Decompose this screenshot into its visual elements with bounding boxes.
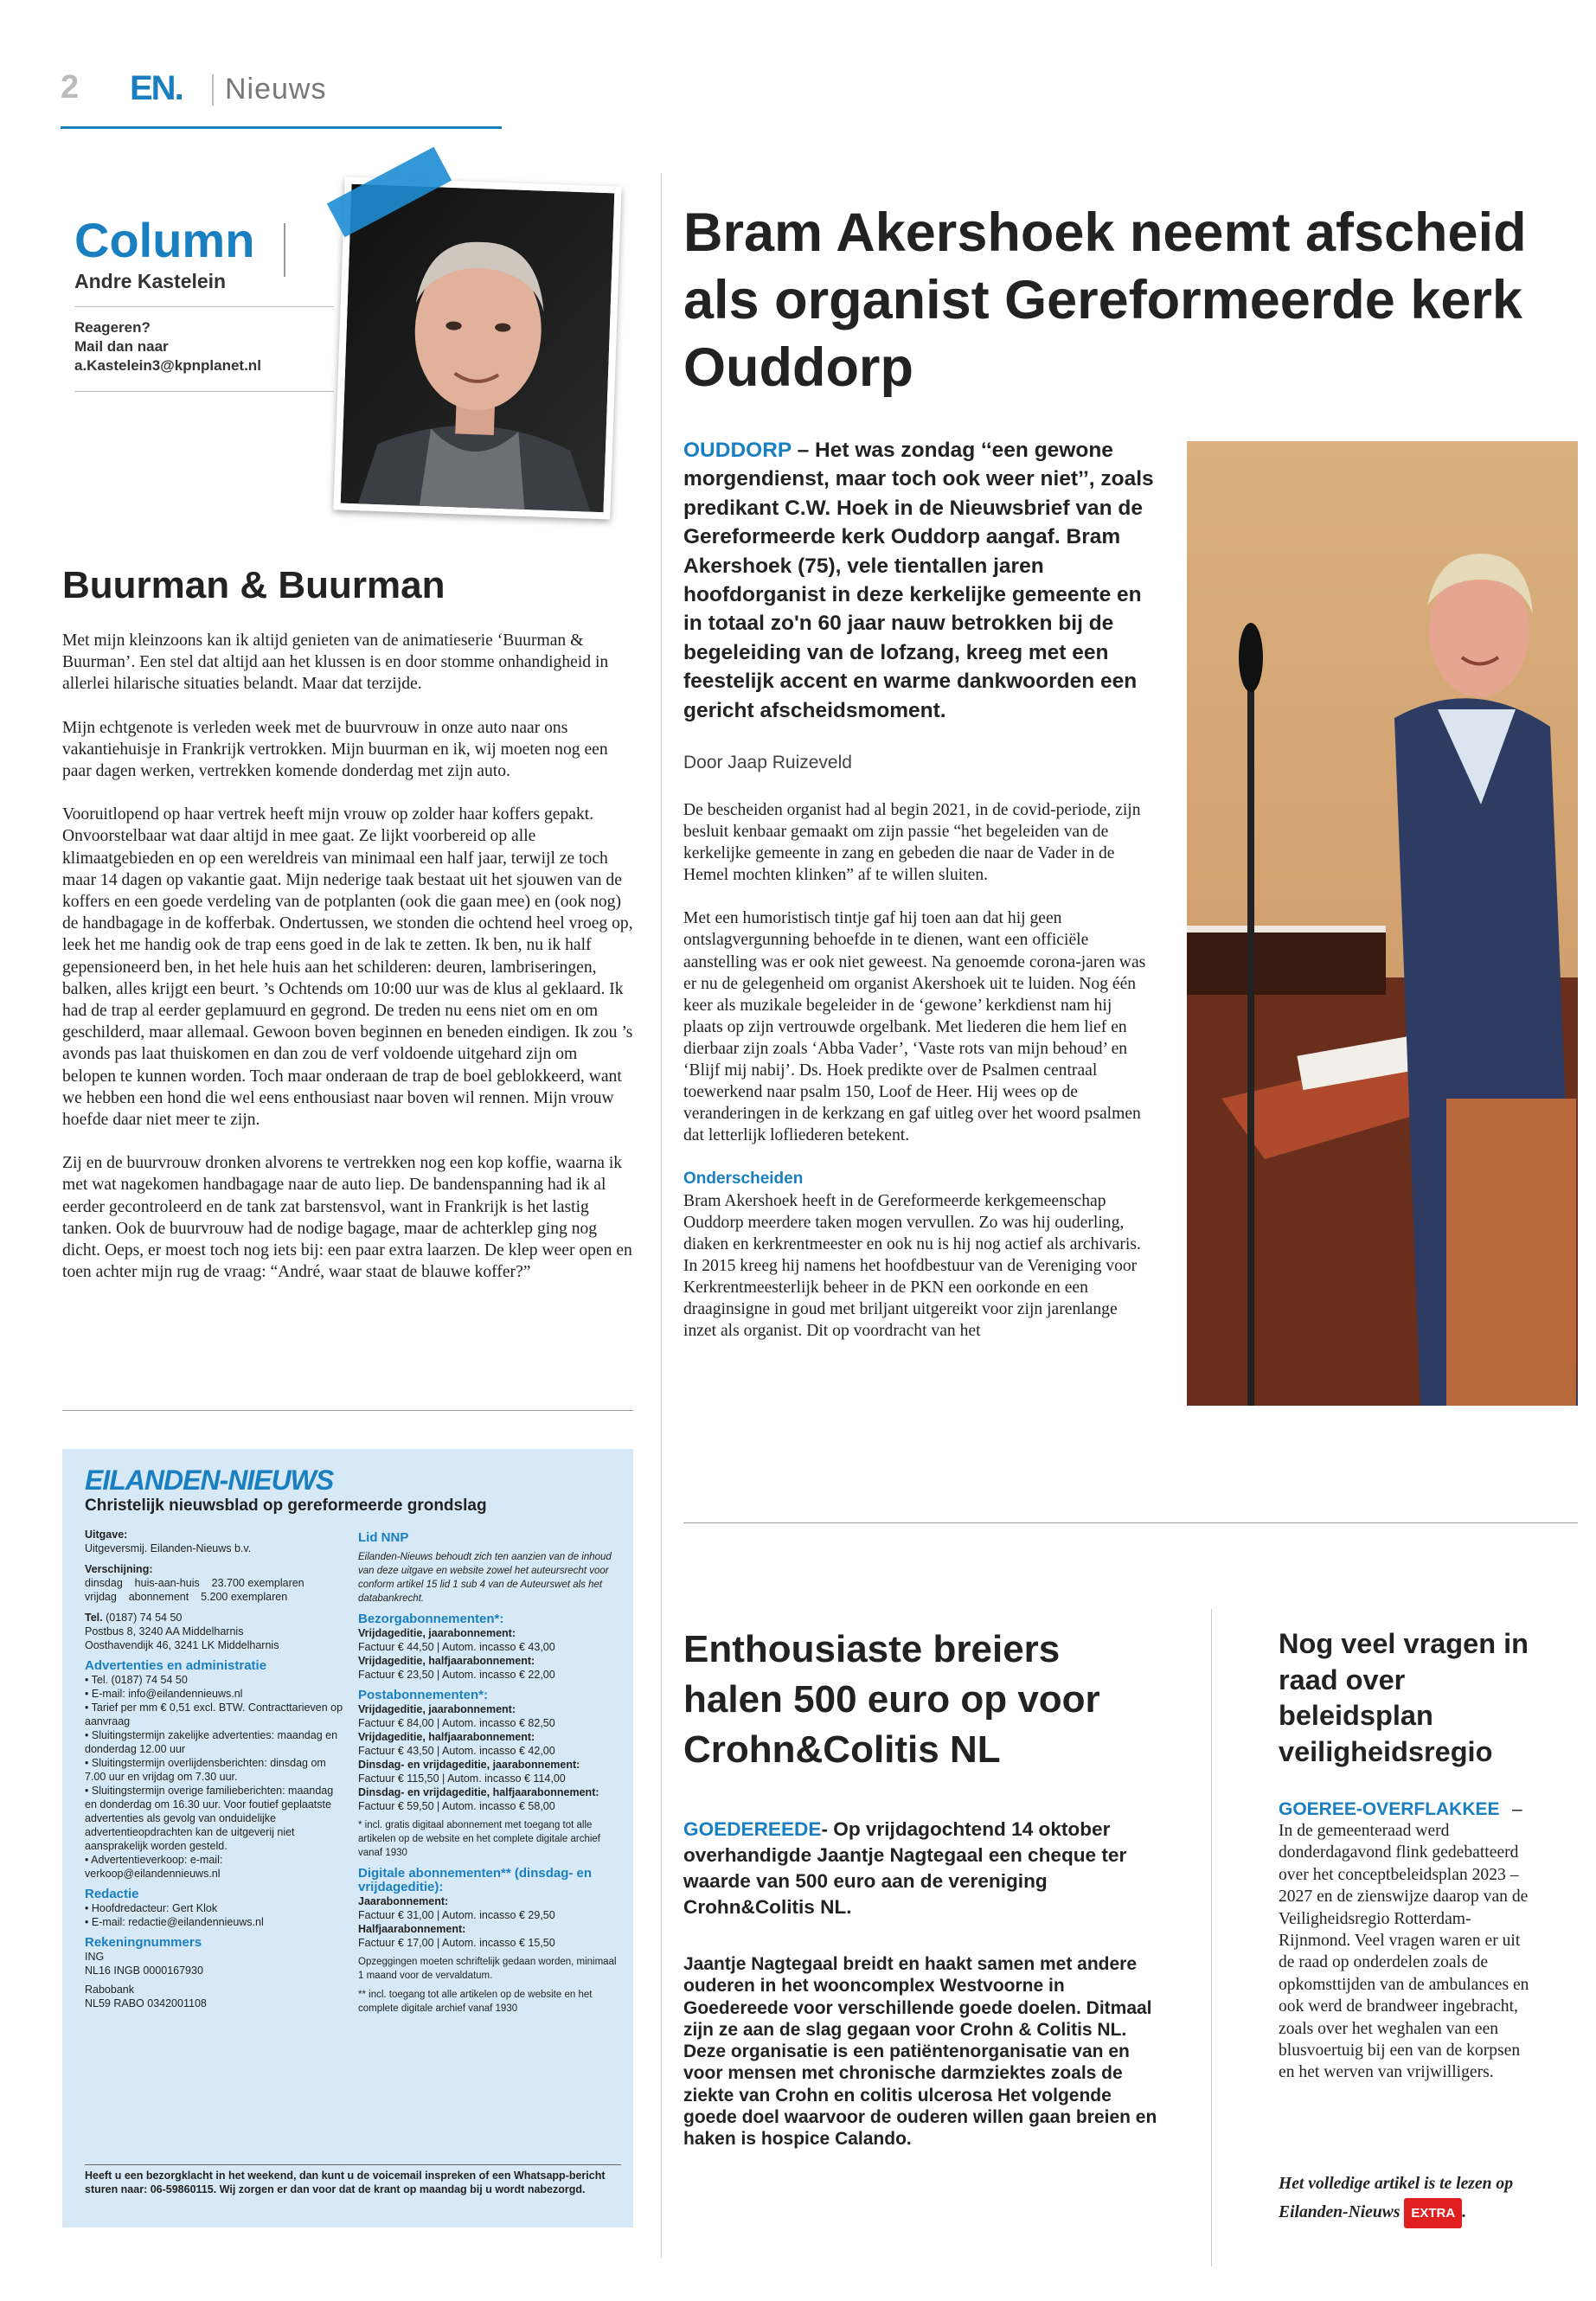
post-note: * incl. gratis digitaal abonnement met toegang tot alle artikelen op de website en het complete digitale archief vanaf 1930	[358, 1820, 601, 1858]
article2-body: Jaantje Nagtegaal breidt en haakt samen met andere ouderen in het wooncomplex Westvoorne in Goedereede voor verschillende goede doelen. Ditmaal zijn ze aan de slag gegaan voor Crohn & Colitis NL. Deze organisatie is een patiëntenorganisatie van en voor mensen met chronische darmziektes zoals de ziekte van Crohn en colitis ulcerosa Het volgende goede doel waarvoor de ouderen willen gaan breien en haken is hospice Calando.	[683, 1954, 1157, 2150]
react-line: Reageren?	[74, 319, 151, 336]
mail-line: Mail dan naar	[74, 338, 169, 355]
article3-headline: Nog veel vragen in raad over beleidsplan veiligheidsregio	[1279, 1628, 1529, 1767]
organist-photo	[1187, 441, 1578, 1406]
column-rule	[74, 306, 334, 307]
red-item[interactable]: • E-mail: redactie@eilandennieuws.nl	[85, 1916, 264, 1928]
tel-label: Tel.	[85, 1612, 103, 1624]
page-number: 2	[61, 69, 80, 106]
tel[interactable]: (0187) 74 54 50	[106, 1612, 183, 1624]
colophon-left	[85, 1528, 344, 2010]
post-4: Factuur € 43,50 | Autom. incasso € 42,00	[358, 1745, 555, 1757]
dig-4: Factuur € 17,00 | Autom. incasso € 15,50	[358, 1937, 555, 1949]
bezorg-heading: Bezorgabonnementen*:	[358, 1612, 504, 1626]
digitaal-heading: Digitale abonnementen** (dinsdag- en vrijdageditie):	[358, 1866, 593, 1894]
adv-item: • Sluitingstermijn overige familieberichten: maandag en donderdag om 16.30 uur. Voor foutief geplaatste advertenties als gevolg van onduidelijke advertentieopdrachten kan de uitgeverij niet aansprakelijk worden gesteld.	[85, 1785, 334, 1852]
dig-3: Halfjaarabonnement:	[358, 1923, 466, 1935]
adv-item[interactable]: • Advertentieverkoop: e-mail: verkoop@eilandennieuws.nl	[85, 1854, 223, 1880]
column-body	[62, 630, 633, 1304]
column-contact	[74, 318, 334, 375]
adv-item: • Sluitingstermijn overlijdensberichten: dinsdag om 7.00 uur en vrijdag om 7.30 uur.	[85, 1757, 326, 1783]
section-label: Nieuws	[225, 73, 327, 106]
column-paragraph: Mijn echtgenote is verleden week met de buurvrouw in onze auto naar ons vakantiehuisje in Frankrijk vertrokken. Mijn buurman en ik, wij moeten nog een paar dagen werken, vertrekken komende donderdag met zijn auto.	[62, 718, 608, 781]
column-email[interactable]: a.Kastelein3@kpnplanet.nl	[74, 357, 261, 374]
article2-lead	[683, 1817, 1168, 1920]
bez-2: Factuur € 44,50 | Autom. incasso € 43,00	[358, 1641, 555, 1653]
column-paragraph: Vooruitlopend op haar vertrek heeft mijn vrouw op zolder haar koffers gepakt. Onvoorstelbaar wat daar altijd in mee gaat. Ze lijkt voorbereid op alle klimaatgebieden en op een wereldreis van minimaal een half jaar, terwijl ze toch maar 14 dagen op vakantie gaat. Mijn nederige taak bestaat uit het sjouwen van de koffers en een goede verdeling van de potplanten (ook die gaan mee) en (ook nog) de handbagage in de kofferbak. Ondertussen, we stonden die ochtend heel vroeg op, leek het me handig ook de trap eens goed in de lak te zetten. Ik ben, nu ik half gepensioneerd ben, in het hele huis aan het schilderen: deuren, lambriseringen, balken, alles krijgt een beurt. ’s Ochtends om 10:00 uur was de klus al geklaard. Ik had de trap al eerder geplamuurd en gegrond. De treden nu eens niet om en om geschilderd, maar allemaal. Gewoon boven beginnen en beneden eindigen. Ik zou ’s avonds pas laat thuiskomen en dan zou de verf voldoende uitgehard zijn om belopen te kunnen worden. Toch maar onderaan de trap de boel geblokkeerd, want we hebben een hond die wel eens enthousiast naar boven wil rennen. Mijn vrouw hoefde daar niet meer te zijn.	[62, 805, 633, 1130]
redactie-heading: Redactie	[85, 1887, 139, 1901]
header-divider	[212, 74, 214, 106]
post-7: Dinsdag- en vrijdageditie, halfjaarabonnement:	[358, 1786, 599, 1798]
postbus: Postbus 8, 3240 AA Middelharnis	[85, 1625, 244, 1638]
post-1: Vrijdageditie, jaarabonnement:	[358, 1703, 516, 1715]
column-separator	[661, 173, 662, 2258]
article3-more[interactable]	[1279, 2170, 1573, 2228]
uitgave: Uitgeversmij. Eilanden-Nieuws b.v.	[85, 1542, 252, 1554]
adv-item: • Tel. (0187) 74 54 50	[85, 1674, 188, 1686]
bez-4: Factuur € 23,50 | Autom. incasso € 22,00	[358, 1669, 555, 1681]
colophon-footer: Heeft u een bezorgklacht in het weekend, dan kunt u de voicemail inspreken of een Whatsapp-bericht sturen naar: 06-59860115. Wij zorgen er dan voor dat de krant op maandag bij u wordt nabezorgd.	[85, 2164, 621, 2196]
left-rule	[62, 1410, 633, 1411]
adv-item: • Sluitingstermijn zakelijke advertenties: maandag en donderdag 12.00 uur	[85, 1729, 338, 1755]
red-item: • Hoofdredacteur: Gert Klok	[85, 1902, 218, 1914]
post-5: Dinsdag- en vrijdageditie, jaarabonnement:	[358, 1759, 580, 1771]
nnp-heading: Lid NNP	[358, 1530, 409, 1545]
post-8: Factuur € 59,50 | Autom. incasso € 58,00	[358, 1800, 555, 1812]
adv-item[interactable]: • E-mail: info@eilandennieuws.nl	[85, 1688, 243, 1700]
post-6: Factuur € 115,50 | Autom. incasso € 114,00	[358, 1772, 566, 1785]
column-author: Andre Kastelein	[74, 270, 227, 292]
bank-heading: Rekeningnummers	[85, 1935, 202, 1950]
article3-dateline: GOEREE-OVERFLAKKEE	[1279, 1799, 1500, 1819]
post-3: Vrijdageditie, halfjaarabonnement:	[358, 1731, 535, 1743]
header-rule	[61, 126, 502, 129]
verschijning-label: Verschijning:	[85, 1563, 153, 1575]
dig-1: Jaarabonnement:	[358, 1895, 449, 1907]
column-separator-2	[1211, 1609, 1212, 2266]
verschijning-1: dinsdag huis-aan-huis 23.700 exemplaren	[85, 1577, 304, 1589]
read-more-period: .	[1462, 2203, 1467, 2221]
main-paragraph: Met een humoristisch tintje gaf hij toen aan dat hij geen ontslagvergunning behoefde in te dienen, want een officiële aanstelling was er ook niet geweest. Na genoemde corona-jaren was er nu de gelegenheid om organist Akershoek uit te luiden. Nog één keer als muzikale begeleider in de ‘gewone’ kerkdienst nam hij plaats op zijn vertrouwde orgelbank. Met liederen die hem lief en dierbaar zijn zoals ‘Abba Vader’, ‘Vaste rots van mijn behoud’ en ‘Blijf mij nabij’. Ds. Hoek predikte over de Psalmen centraal toewerkend naar psalm 150, Loof de Heer. Hij wees op de veranderingen in de kerkzang en gaf uitleg over het woord psalmen dat letterlijk lofliederen betekent.	[683, 909, 1146, 1145]
bank-2: NL16 INGB 0000167930	[85, 1965, 203, 1977]
main-paragraph: Bram Akershoek heeft in de Gereformeerde kerkgemeenschap Ouddorp meerdere taken mogen vervullen. Zo was hij ouderling, diaken en kerkrentmeester en ook nu is hij nog actief als archivaris. In 2015 kreeg hij namens het hoofdbestuur van de Vereniging voor Kerkrentmeesterlijk beheer in de PKN een oorkonde en een draaginsigne in goud met briljant uitgereikt voor zijn jarenlange inzet als organist. Dit op voordracht van het	[683, 1191, 1141, 1341]
column-title: Buurman & Buurman	[62, 564, 445, 606]
main-lead-text: – Het was zondag ‘‘een gewone morgendienst, maar toch ook weer niet’’, zoals predikant C.W. Hoek in de Nieuwsbrief van de Gereformeerde kerk Ouddorp aangaf. Bram Akershoek (75), vele tientallen jaren hoofdorganist in deze kerkelijke gemeente en in totaal zo'n 60 jaar nauw betrokken bij de begeleiding van de lofzang, kreeg met een feestelijk accent en warme dankwoorden een gericht afscheidsmoment.	[683, 439, 1154, 722]
main-body	[683, 799, 1151, 1363]
bank-4: NL59 RABO 0342001108	[85, 1997, 207, 2009]
verschijning-2: vrijdag abonnement 5.200 exemplaren	[85, 1591, 288, 1603]
dig-note-2: ** incl. toegang tot alle artikelen op de website en het complete digitale archief vanaf 1930	[358, 1990, 593, 2014]
column-label: Column	[74, 213, 255, 267]
read-more-text: Het volledige artikel is te lezen op Eilanden-Nieuws	[1279, 2175, 1513, 2221]
main-paragraph: De bescheiden organist had al begin 2021, in de covid-periode, zijn besluit kenbaar gemaakt om zijn passie “het begeleiden van de kerkelijke gemeente in zang en gebeden die naar de Vader in de Hemel mochten klinken” af te willen sluiten.	[683, 801, 1141, 885]
uitgave-label: Uitgave:	[85, 1529, 128, 1541]
nnp-text: Eilanden-Nieuws behoudt zich ten aanzien van de inhoud van deze uitgave en website zowel het auteursrecht voor conform artikel 15 lid 1 sub 4 van de Auteurswet als het databankrecht.	[358, 1552, 612, 1604]
middle-rule	[683, 1522, 1578, 1523]
adv-item: • Tarief per mm € 0,51 excl. BTW. Contracttarieven op aanvraag	[85, 1702, 343, 1727]
eilanden-nieuws-logo: EILANDEN-NIEUWS	[85, 1465, 334, 1496]
article3-dash: –	[1512, 1799, 1522, 1819]
column-rule-bottom	[74, 391, 334, 392]
article2-headline: Enthousiaste breiers halen 500 euro op voor Crohn&Colitis NL	[683, 1628, 1100, 1771]
column-divider	[284, 223, 285, 277]
colophon-tagline: Christelijk nieuwsblad op gereformeerde grondslag	[85, 1497, 487, 1515]
main-subheading: Onderscheiden	[683, 1170, 804, 1189]
post-2: Factuur € 84,00 | Autom. incasso € 82,50	[358, 1717, 555, 1729]
author-portrait-image	[341, 184, 615, 512]
bez-1: Vrijdageditie, jaarabonnement:	[358, 1627, 516, 1639]
main-byline: Door Jaap Ruizeveld	[683, 753, 852, 772]
bank-3: Rabobank	[85, 1984, 134, 1996]
bez-3: Vrijdageditie, halfjaarabonnement:	[358, 1655, 535, 1667]
article3-body: In de gemeenteraad werd donderdagavond flink gedebatteerd over het conceptbeleidsplan 2023 – 2027 en de zienswijze daarop van de Veiligheidsregio Rotterdam-Rijnmond. Veel vragen waren er uit de raad op onderdelen zoals de opkomsttijden van de ambulances en ook werd de brandweer ingebracht, zoals over het weghalen van een blusvoertuig bij een van de korpsen en het werven van vrijwilligers.	[1279, 1822, 1529, 2082]
column-paragraph: Zij en de buurvrouw dronken alvorens te vertrekken nog een kop koffie, waarna ik met wat nagekomen handbagage naar de auto liep. De bandenspanning had ik al eerder gecontroleerd en de tank zat barstensvol, want in Frankrijk is het lastig tanken. Ook de buurvrouw had de nodige bagage, maar de achterklep ging nog dicht. Oeps, er moest toch nog iets bij: een paar extra laarzen. De klep weer open en toen achter mijn rug de vraag: “André, waar staat de blauwe koffer?”	[62, 1154, 632, 1282]
post-heading: Postabonnementen*:	[358, 1688, 489, 1702]
extra-badge[interactable]: EXTRA	[1404, 2198, 1462, 2228]
en-logo[interactable]: EN.	[130, 69, 183, 107]
article2-dateline: GOEDEREEDE	[683, 1818, 822, 1840]
main-lead	[683, 436, 1159, 725]
author-photo	[333, 177, 621, 520]
dig-note-1: Opzeggingen moeten schriftelijk gedaan worden, minimaal 1 maand voor de vervaldatum.	[358, 1957, 617, 1981]
column-paragraph: Met mijn kleinzoons kan ik altijd genieten van de animatieserie ‘Buurman & Buurman’. Een stel dat altijd aan het klussen is en door stomme onhandigheid in allerlei hilarische situaties belandt. Maar dat terzijde.	[62, 631, 609, 694]
adv-heading: Advertenties en administratie	[85, 1658, 267, 1673]
main-headline: Bram Akershoek neemt afscheid als organist Gereformeerde kerk Ouddorp	[683, 202, 1527, 398]
main-dateline: OUDDORP	[683, 439, 792, 462]
dig-2: Factuur € 31,00 | Autom. incasso € 29,50	[358, 1909, 555, 1921]
bank-1: ING	[85, 1951, 105, 1963]
organist-image	[1187, 441, 1578, 1406]
adres: Oosthavendijk 46, 3241 LK Middelharnis	[85, 1639, 279, 1651]
article2-lead-text: - Op vrijdagochtend 14 oktober overhandigde Jaantje Nagtegaal een cheque ter waarde van 500 euro aan de vereniging Crohn&Colitis NL.	[683, 1818, 1127, 1918]
colophon-right	[358, 1531, 618, 2016]
